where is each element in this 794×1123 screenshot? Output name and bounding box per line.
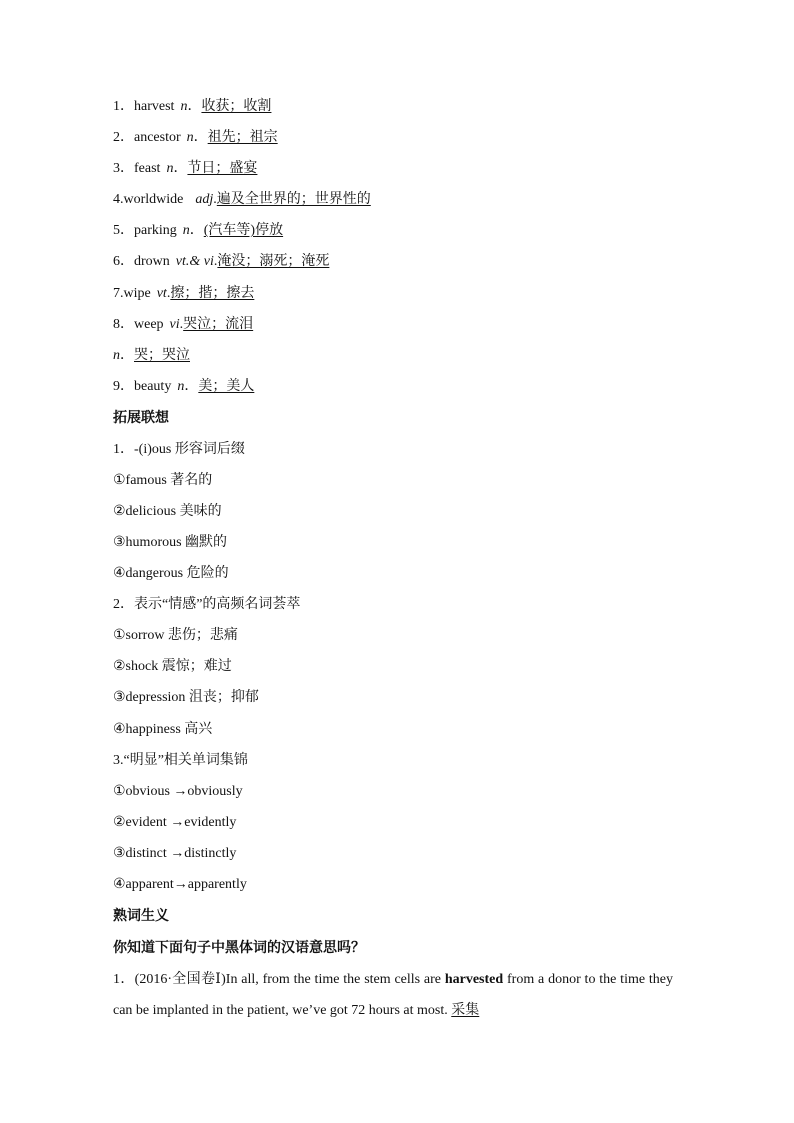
vocab-sep: ． <box>184 379 199 394</box>
vocab-word: worldwide <box>123 192 184 207</box>
list-item: ②delicious 美味的 <box>113 504 222 519</box>
vocab-pos: vt <box>156 286 167 301</box>
example-bold-word: harvested <box>444 972 504 987</box>
list-item: ①famous 著名的 <box>113 473 213 488</box>
vocab-word: harvest <box>134 99 175 114</box>
example-text-after: from a donor to the time they can be implanted in the patient, we’ve got 72 hours at most. <box>113 972 673 1018</box>
list-item: ②evident →evidently <box>113 815 237 830</box>
list-item: ④apparent→apparently <box>113 877 247 892</box>
vocab-meaning: 美；美人 <box>198 379 255 394</box>
vocab-number: 8． <box>113 317 134 332</box>
vocab-sep: . <box>213 254 218 269</box>
vocab-meaning: 节日；盛宴 <box>187 161 258 176</box>
section-heading: 拓展联想 <box>113 410 169 426</box>
vocab-item <box>113 190 371 210</box>
example-source: (2016·全国卷Ⅰ) <box>134 972 226 987</box>
vocab-pos: vi <box>169 317 180 332</box>
question-prompt: 你知道下面句子中黑体词的汉语意思吗？ <box>113 940 365 956</box>
vocab-sep: ． <box>189 223 204 238</box>
vocab-item <box>113 315 253 335</box>
vocab-word: wipe <box>123 286 151 301</box>
vocab-sep: . <box>166 286 171 301</box>
vocab-number: 1． <box>113 99 134 114</box>
example-answer: 采集 <box>451 1003 480 1018</box>
vocab-item <box>113 346 190 366</box>
list-item: ②shock 震惊；难过 <box>113 659 232 674</box>
vocab-meaning: 收获；收割 <box>201 99 272 114</box>
vocab-sep: ． <box>120 348 134 363</box>
list-item: ①obvious →obviously <box>113 784 243 799</box>
vocab-sep: . <box>179 317 184 332</box>
vocab-word: drown <box>134 254 170 269</box>
example-text-before: In all, from the time the stem cells are <box>225 972 445 987</box>
vocab-pos: vt.& vi <box>175 254 214 269</box>
vocab-pos: adj <box>195 192 214 207</box>
vocab-pos: n <box>180 99 188 114</box>
vocab-sep: ． <box>193 130 208 145</box>
vocab-sep: ． <box>173 161 188 176</box>
list-item: ③humorous 幽默的 <box>113 535 228 550</box>
vocab-number: 4. <box>113 192 124 207</box>
vocab-pos: n <box>166 161 174 176</box>
group-title: 1．-(i)ous 形容词后缀 <box>113 442 245 457</box>
vocab-meaning: (汽车等)停放 <box>203 223 284 238</box>
vocab-meaning: 遍及全世界的；世界性的 <box>216 192 371 207</box>
vocab-pos: n <box>113 348 120 363</box>
vocab-number: 9． <box>113 379 134 394</box>
vocab-item <box>113 252 329 272</box>
vocab-pos: n <box>186 130 194 145</box>
vocab-number: 5． <box>113 223 134 238</box>
vocab-word: weep <box>134 317 164 332</box>
section-heading: 熟词生义 <box>113 908 169 924</box>
vocab-sep: ． <box>187 99 202 114</box>
vocab-item <box>113 377 254 397</box>
group-title: 3.“明显”相关单词集锦 <box>113 753 248 768</box>
vocab-item <box>113 221 283 241</box>
vocab-number: 6． <box>113 254 134 269</box>
vocab-item <box>113 128 278 148</box>
vocab-item <box>113 159 257 179</box>
vocab-word: beauty <box>134 379 172 394</box>
list-item: ①sorrow 悲伤；悲痛 <box>113 628 238 643</box>
list-item: ④happiness 高兴 <box>113 722 213 737</box>
group-title: 2．表示“情感”的高频名词荟萃 <box>113 597 301 612</box>
vocab-meaning: 淹没；溺死；淹死 <box>217 254 330 269</box>
example-sentence <box>113 964 673 1026</box>
list-item: ③distinct →distinctly <box>113 846 237 861</box>
vocab-meaning: 哭；哭泣 <box>134 348 190 363</box>
vocab-word: ancestor <box>134 130 181 145</box>
example-number: 1． <box>113 972 135 987</box>
vocab-word: feast <box>134 161 161 176</box>
vocab-word: parking <box>134 223 177 238</box>
list-item: ④dangerous 危险的 <box>113 566 229 581</box>
vocab-meaning: 祖先；祖宗 <box>207 130 278 145</box>
vocab-number: 3． <box>113 161 134 176</box>
vocab-number: 7. <box>113 286 124 301</box>
vocab-item <box>113 284 254 304</box>
vocab-pos: n <box>177 379 185 394</box>
vocab-meaning: 擦；揩；擦去 <box>170 286 255 301</box>
vocab-sep: . <box>213 192 217 207</box>
vocab-number: 2． <box>113 130 134 145</box>
vocab-item <box>113 97 271 117</box>
list-item: ③depression 沮丧；抑郁 <box>113 690 259 705</box>
vocab-meaning: 哭泣；流泪 <box>183 317 254 332</box>
vocab-pos: n <box>182 223 190 238</box>
